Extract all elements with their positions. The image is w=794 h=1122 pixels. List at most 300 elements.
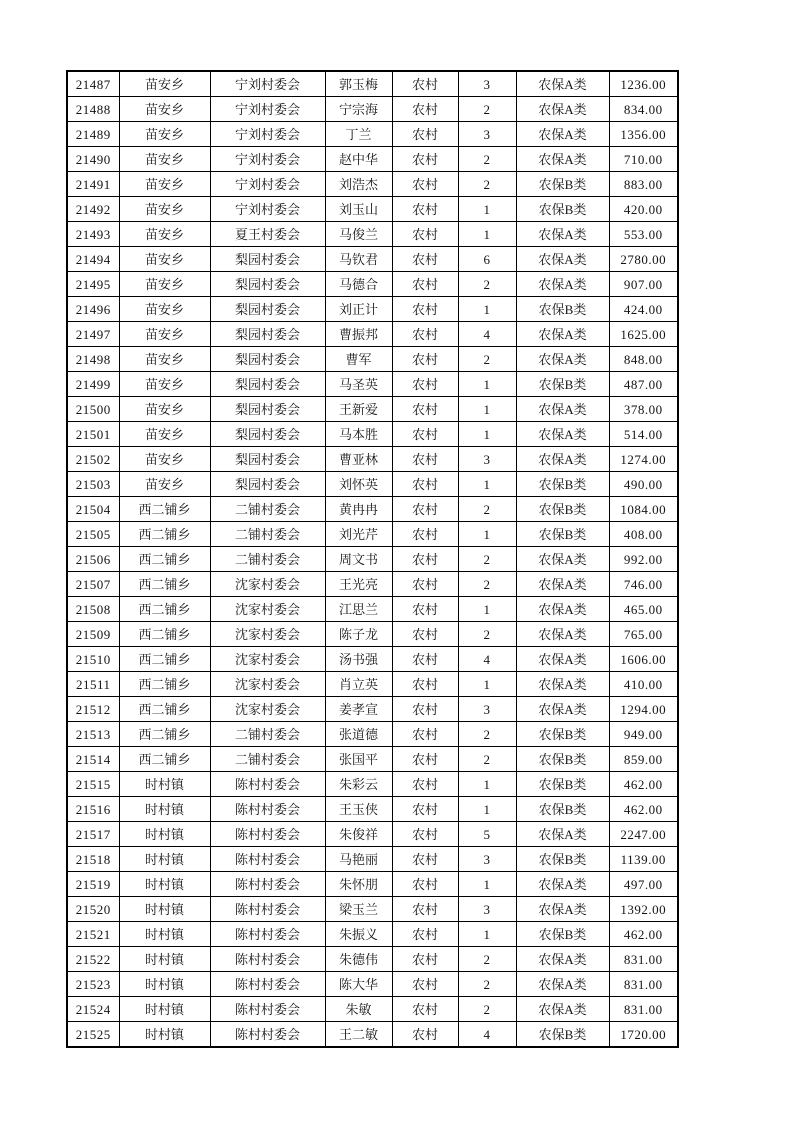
cell-township: 西二铺乡 [119,747,210,772]
cell-person_name: 王玉侠 [325,797,392,822]
cell-person_count: 1 [458,672,516,697]
cell-township: 时村镇 [119,822,210,847]
cell-person_count: 2 [458,497,516,522]
cell-record_id: 21495 [67,272,119,297]
table-row [67,347,678,372]
cell-record_id: 21489 [67,122,119,147]
table-row [67,647,678,672]
cell-record_id: 21498 [67,347,119,372]
cell-insurance_category: 农保A类 [516,347,609,372]
cell-village_committee: 梨园村委会 [210,422,325,447]
table-row [67,147,678,172]
cell-amount: 949.00 [609,722,678,747]
cell-township: 苗安乡 [119,122,210,147]
cell-person_name: 马艳丽 [325,847,392,872]
cell-insurance_category: 农保A类 [516,97,609,122]
cell-insurance_category: 农保A类 [516,122,609,147]
cell-person_count: 3 [458,122,516,147]
cell-person_count: 1 [458,372,516,397]
cell-person_name: 马俊兰 [325,222,392,247]
cell-insurance_category: 农保A类 [516,247,609,272]
cell-person_name: 姜孝宣 [325,697,392,722]
cell-residence_type: 农村 [392,347,458,372]
cell-record_id: 21512 [67,697,119,722]
cell-village_committee: 宁刘村委会 [210,71,325,97]
table-row [67,797,678,822]
cell-person_count: 2 [458,147,516,172]
cell-township: 苗安乡 [119,372,210,397]
cell-amount: 462.00 [609,772,678,797]
cell-residence_type: 农村 [392,71,458,97]
cell-person_count: 1 [458,422,516,447]
cell-person_count: 2 [458,97,516,122]
cell-residence_type: 农村 [392,547,458,572]
cell-village_committee: 陈村村委会 [210,797,325,822]
cell-amount: 420.00 [609,197,678,222]
cell-person_name: 曹军 [325,347,392,372]
cell-amount: 1294.00 [609,697,678,722]
cell-village_committee: 二铺村委会 [210,522,325,547]
cell-record_id: 21515 [67,772,119,797]
cell-record_id: 21519 [67,872,119,897]
cell-person_name: 朱俊祥 [325,822,392,847]
cell-person_name: 朱德伟 [325,947,392,972]
cell-amount: 490.00 [609,472,678,497]
cell-village_committee: 陈村村委会 [210,947,325,972]
cell-amount: 514.00 [609,422,678,447]
table-row [67,747,678,772]
cell-person_name: 肖立英 [325,672,392,697]
cell-village_committee: 沈家村委会 [210,647,325,672]
cell-amount: 710.00 [609,147,678,172]
cell-township: 西二铺乡 [119,572,210,597]
cell-insurance_category: 农保A类 [516,622,609,647]
cell-record_id: 21505 [67,522,119,547]
cell-township: 苗安乡 [119,297,210,322]
table-row [67,872,678,897]
cell-residence_type: 农村 [392,997,458,1022]
cell-person_count: 2 [458,272,516,297]
cell-insurance_category: 农保A类 [516,222,609,247]
cell-township: 苗安乡 [119,97,210,122]
cell-amount: 553.00 [609,222,678,247]
cell-person_count: 2 [458,722,516,747]
cell-person_name: 朱敏 [325,997,392,1022]
cell-record_id: 21508 [67,597,119,622]
cell-record_id: 21499 [67,372,119,397]
table-row [67,497,678,522]
cell-person_name: 江思兰 [325,597,392,622]
cell-person_name: 朱怀朋 [325,872,392,897]
cell-insurance_category: 农保A类 [516,872,609,897]
cell-township: 西二铺乡 [119,672,210,697]
cell-village_committee: 二铺村委会 [210,747,325,772]
cell-township: 时村镇 [119,897,210,922]
cell-village_committee: 二铺村委会 [210,722,325,747]
cell-insurance_category: 农保B类 [516,297,609,322]
cell-village_committee: 梨园村委会 [210,322,325,347]
table-row [67,722,678,747]
cell-amount: 746.00 [609,572,678,597]
cell-village_committee: 陈村村委会 [210,847,325,872]
cell-village_committee: 沈家村委会 [210,622,325,647]
cell-insurance_category: 农保B类 [516,922,609,947]
table-row [67,372,678,397]
cell-amount: 408.00 [609,522,678,547]
cell-amount: 831.00 [609,972,678,997]
cell-residence_type: 农村 [392,122,458,147]
cell-residence_type: 农村 [392,722,458,747]
cell-person_count: 2 [458,547,516,572]
cell-record_id: 21511 [67,672,119,697]
cell-record_id: 21520 [67,897,119,922]
cell-residence_type: 农村 [392,172,458,197]
cell-insurance_category: 农保A类 [516,322,609,347]
cell-residence_type: 农村 [392,747,458,772]
cell-township: 苗安乡 [119,422,210,447]
cell-amount: 410.00 [609,672,678,697]
cell-insurance_category: 农保A类 [516,697,609,722]
table-row [67,122,678,147]
cell-record_id: 21507 [67,572,119,597]
cell-record_id: 21503 [67,472,119,497]
cell-residence_type: 农村 [392,222,458,247]
cell-person_count: 5 [458,822,516,847]
cell-township: 苗安乡 [119,272,210,297]
cell-person_count: 2 [458,972,516,997]
cell-township: 苗安乡 [119,472,210,497]
cell-amount: 1139.00 [609,847,678,872]
cell-village_committee: 沈家村委会 [210,697,325,722]
cell-village_committee: 夏王村委会 [210,222,325,247]
cell-insurance_category: 农保B类 [516,497,609,522]
cell-record_id: 21490 [67,147,119,172]
cell-amount: 465.00 [609,597,678,622]
cell-amount: 831.00 [609,947,678,972]
cell-township: 时村镇 [119,947,210,972]
cell-person_count: 3 [458,71,516,97]
cell-insurance_category: 农保B类 [516,197,609,222]
cell-township: 西二铺乡 [119,497,210,522]
cell-amount: 765.00 [609,622,678,647]
cell-amount: 883.00 [609,172,678,197]
table-row [67,297,678,322]
cell-amount: 1720.00 [609,1022,678,1048]
cell-township: 苗安乡 [119,447,210,472]
cell-record_id: 21509 [67,622,119,647]
cell-village_committee: 二铺村委会 [210,547,325,572]
cell-amount: 859.00 [609,747,678,772]
cell-residence_type: 农村 [392,372,458,397]
cell-person_count: 4 [458,647,516,672]
cell-residence_type: 农村 [392,947,458,972]
cell-person_name: 宁宗海 [325,97,392,122]
table-row [67,997,678,1022]
cell-person_count: 2 [458,747,516,772]
cell-residence_type: 农村 [392,847,458,872]
cell-insurance_category: 农保A类 [516,822,609,847]
table-row [67,1022,678,1048]
cell-record_id: 21504 [67,497,119,522]
table-body [67,71,678,1047]
cell-residence_type: 农村 [392,647,458,672]
cell-insurance_category: 农保B类 [516,172,609,197]
cell-village_committee: 梨园村委会 [210,397,325,422]
cell-township: 苗安乡 [119,222,210,247]
cell-person_count: 1 [458,522,516,547]
cell-village_committee: 二铺村委会 [210,497,325,522]
cell-person_name: 郭玉梅 [325,71,392,97]
cell-record_id: 21521 [67,922,119,947]
cell-person_count: 1 [458,797,516,822]
cell-record_id: 21497 [67,322,119,347]
cell-amount: 1392.00 [609,897,678,922]
cell-township: 苗安乡 [119,397,210,422]
cell-township: 西二铺乡 [119,647,210,672]
table-row [67,522,678,547]
cell-person_name: 汤书强 [325,647,392,672]
cell-village_committee: 陈村村委会 [210,822,325,847]
cell-insurance_category: 农保A类 [516,71,609,97]
table-row [67,472,678,497]
cell-insurance_category: 农保B类 [516,1022,609,1048]
table-row [67,222,678,247]
cell-person_count: 1 [458,297,516,322]
cell-person_count: 4 [458,322,516,347]
cell-village_committee: 沈家村委会 [210,572,325,597]
cell-township: 时村镇 [119,772,210,797]
cell-residence_type: 农村 [392,1022,458,1048]
cell-insurance_category: 农保B类 [516,472,609,497]
cell-township: 时村镇 [119,872,210,897]
cell-person_name: 刘玉山 [325,197,392,222]
cell-village_committee: 宁刘村委会 [210,172,325,197]
cell-person_count: 1 [458,597,516,622]
table-row [67,822,678,847]
table-row [67,697,678,722]
cell-person_name: 王光亮 [325,572,392,597]
cell-person_name: 陈大华 [325,972,392,997]
cell-amount: 2247.00 [609,822,678,847]
cell-person_name: 刘浩杰 [325,172,392,197]
cell-record_id: 21510 [67,647,119,672]
cell-residence_type: 农村 [392,497,458,522]
table-row [67,572,678,597]
cell-township: 苗安乡 [119,147,210,172]
cell-residence_type: 农村 [392,697,458,722]
cell-record_id: 21491 [67,172,119,197]
cell-village_committee: 陈村村委会 [210,1022,325,1048]
cell-township: 西二铺乡 [119,622,210,647]
cell-village_committee: 梨园村委会 [210,297,325,322]
cell-insurance_category: 农保A类 [516,997,609,1022]
table-row [67,772,678,797]
cell-person_count: 3 [458,847,516,872]
cell-village_committee: 宁刘村委会 [210,122,325,147]
cell-residence_type: 农村 [392,97,458,122]
cell-amount: 2780.00 [609,247,678,272]
table-row [67,172,678,197]
cell-person_count: 1 [458,872,516,897]
table-row [67,422,678,447]
cell-insurance_category: 农保A类 [516,447,609,472]
cell-amount: 1274.00 [609,447,678,472]
cell-person_name: 马本胜 [325,422,392,447]
cell-amount: 1625.00 [609,322,678,347]
cell-person_count: 3 [458,447,516,472]
cell-insurance_category: 农保B类 [516,772,609,797]
cell-township: 苗安乡 [119,322,210,347]
cell-township: 西二铺乡 [119,597,210,622]
cell-record_id: 21514 [67,747,119,772]
cell-residence_type: 农村 [392,322,458,347]
cell-insurance_category: 农保A类 [516,422,609,447]
cell-residence_type: 农村 [392,522,458,547]
cell-record_id: 21502 [67,447,119,472]
cell-record_id: 21496 [67,297,119,322]
cell-residence_type: 农村 [392,297,458,322]
cell-township: 西二铺乡 [119,547,210,572]
cell-insurance_category: 农保B类 [516,747,609,772]
table-row [67,622,678,647]
cell-amount: 834.00 [609,97,678,122]
table-row [67,447,678,472]
cell-residence_type: 农村 [392,772,458,797]
cell-amount: 907.00 [609,272,678,297]
cell-insurance_category: 农保A类 [516,397,609,422]
table-row [67,397,678,422]
cell-record_id: 21494 [67,247,119,272]
cell-record_id: 21523 [67,972,119,997]
cell-record_id: 21517 [67,822,119,847]
cell-insurance_category: 农保A类 [516,572,609,597]
cell-insurance_category: 农保A类 [516,272,609,297]
cell-village_committee: 宁刘村委会 [210,197,325,222]
cell-residence_type: 农村 [392,422,458,447]
cell-record_id: 21492 [67,197,119,222]
cell-township: 时村镇 [119,972,210,997]
cell-residence_type: 农村 [392,972,458,997]
roster-table [66,70,679,1048]
cell-record_id: 21500 [67,397,119,422]
table-row [67,597,678,622]
cell-residence_type: 农村 [392,797,458,822]
cell-amount: 831.00 [609,997,678,1022]
cell-person_name: 张国平 [325,747,392,772]
cell-record_id: 21522 [67,947,119,972]
cell-township: 西二铺乡 [119,697,210,722]
cell-insurance_category: 农保A类 [516,547,609,572]
cell-person_name: 丁兰 [325,122,392,147]
cell-township: 苗安乡 [119,347,210,372]
cell-person_name: 曹振邦 [325,322,392,347]
table-row [67,847,678,872]
cell-record_id: 21506 [67,547,119,572]
cell-insurance_category: 农保A类 [516,947,609,972]
cell-residence_type: 农村 [392,922,458,947]
cell-insurance_category: 农保A类 [516,972,609,997]
cell-person_count: 2 [458,347,516,372]
cell-village_committee: 沈家村委会 [210,597,325,622]
cell-person_name: 周文书 [325,547,392,572]
cell-village_committee: 宁刘村委会 [210,147,325,172]
cell-amount: 1606.00 [609,647,678,672]
cell-record_id: 21493 [67,222,119,247]
table-row [67,547,678,572]
table-row [67,947,678,972]
table-row [67,272,678,297]
cell-insurance_category: 农保B类 [516,522,609,547]
cell-amount: 1084.00 [609,497,678,522]
cell-person_count: 2 [458,947,516,972]
cell-insurance_category: 农保A类 [516,147,609,172]
cell-person_name: 朱振义 [325,922,392,947]
cell-person_name: 刘光芹 [325,522,392,547]
cell-record_id: 21487 [67,71,119,97]
table-row [67,322,678,347]
cell-residence_type: 农村 [392,397,458,422]
cell-insurance_category: 农保A类 [516,647,609,672]
cell-insurance_category: 农保A类 [516,897,609,922]
cell-township: 苗安乡 [119,247,210,272]
cell-person_count: 1 [458,197,516,222]
cell-residence_type: 农村 [392,872,458,897]
cell-residence_type: 农村 [392,822,458,847]
cell-person_name: 刘怀英 [325,472,392,497]
cell-person_name: 张道德 [325,722,392,747]
cell-amount: 497.00 [609,872,678,897]
cell-residence_type: 农村 [392,622,458,647]
cell-person_name: 黄冉冉 [325,497,392,522]
cell-village_committee: 梨园村委会 [210,272,325,297]
cell-person_name: 王新爱 [325,397,392,422]
table-row [67,197,678,222]
cell-village_committee: 梨园村委会 [210,347,325,372]
table-row [67,972,678,997]
cell-township: 时村镇 [119,922,210,947]
cell-amount: 1236.00 [609,71,678,97]
cell-residence_type: 农村 [392,147,458,172]
cell-person_name: 王二敏 [325,1022,392,1048]
table-row [67,897,678,922]
cell-village_committee: 梨园村委会 [210,372,325,397]
cell-residence_type: 农村 [392,272,458,297]
cell-person_count: 1 [458,472,516,497]
cell-person_name: 朱彩云 [325,772,392,797]
cell-record_id: 21524 [67,997,119,1022]
cell-village_committee: 陈村村委会 [210,897,325,922]
cell-person_count: 2 [458,572,516,597]
cell-person_count: 3 [458,697,516,722]
cell-amount: 992.00 [609,547,678,572]
cell-township: 西二铺乡 [119,722,210,747]
cell-residence_type: 农村 [392,597,458,622]
cell-residence_type: 农村 [392,672,458,697]
cell-person_count: 1 [458,222,516,247]
cell-village_committee: 陈村村委会 [210,922,325,947]
cell-village_committee: 陈村村委会 [210,997,325,1022]
cell-person_count: 2 [458,172,516,197]
cell-person_count: 2 [458,997,516,1022]
cell-insurance_category: 农保A类 [516,597,609,622]
cell-person_count: 1 [458,772,516,797]
cell-person_name: 赵中华 [325,147,392,172]
cell-residence_type: 农村 [392,197,458,222]
cell-amount: 848.00 [609,347,678,372]
table-row [67,97,678,122]
cell-record_id: 21525 [67,1022,119,1048]
cell-township: 时村镇 [119,847,210,872]
